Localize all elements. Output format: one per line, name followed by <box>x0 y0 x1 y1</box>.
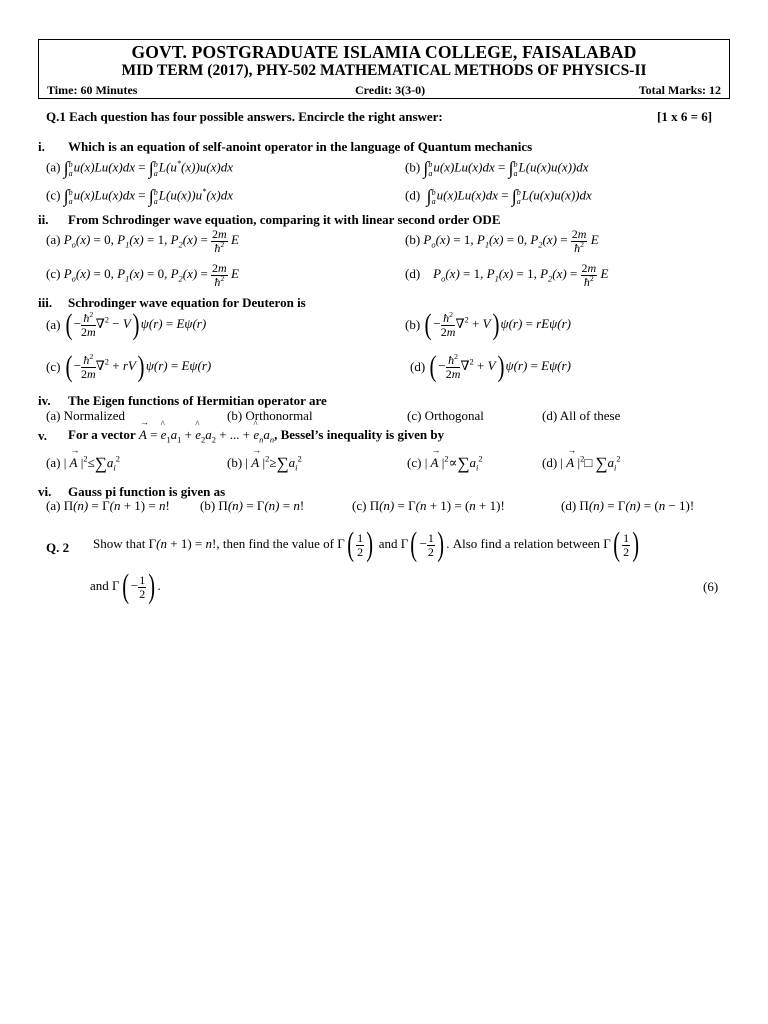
option-v-b: (b) | → A $|^2\ge\sum a_i^2$ <box>227 454 302 474</box>
option-v-c: (c) | → A $|^2\propto\sum a_i^2$ <box>407 454 483 474</box>
option-ii-a: (a) $P_o(x) = 0$, $P_1(x) = 1$, $P_2(x)$ = $\frac{2m}{ħ^2}$ E <box>46 227 239 255</box>
option-vi-c: (c) Π(n) = Γ(n + 1) = (n + 1)! <box>352 498 505 513</box>
option-i-d: (d) ∫ b a u(x)Lu(x)dx = ∫ b a L(u(x)u(x))dx <box>405 186 592 206</box>
option-iv-a: (a) Normalized <box>46 408 126 423</box>
option-ii-c: (c) $P_o(x) = 0$, $P_1(x) = 0$, $P_2(x)$ = $\frac{2m}{ħ^2}$ E <box>46 261 239 289</box>
exam-credit: Credit: 3(3-0) <box>355 83 426 97</box>
exam-title: MID TERM (2017), PHY-502 MATHEMATICAL METHODS OF PHYSICS-II <box>121 62 647 79</box>
exam-header <box>38 39 730 99</box>
option-vi-d: (d) Π(n) = Γ(n) = (n − 1)! <box>561 498 695 513</box>
q2-text: Show that Γ(n + 1) = n!, then find the value of Γ( $\frac{1}{2}$ ) and Γ( − $\frac{1}{2}$ ) . Also find a relation between Γ( $\frac{1}{2}$ ) <box>93 526 640 563</box>
option-ii-b: (b) $P_o(x) = 1$, $P_1(x) = 0$, $P_2(x)$ = $\frac{2m}{ħ^2}$ E <box>405 227 599 255</box>
option-vi-a: (a) Π(n) = Γ(n + 1) = n! <box>46 498 170 513</box>
q2-text-continued: and Γ( − $\frac{1}{2}$ ) . <box>90 568 161 605</box>
question-text: Gauss pi function is given as <box>68 484 226 499</box>
option-iii-a: (a) ( − $\frac{ħ^2}{2m}$ ∇$^2$ − V) ψ(r) = Eψ(r) <box>46 308 207 341</box>
question-number: iv. <box>38 393 51 408</box>
question-text: For a vector → A = ^ $e_1a_1$ + ^ $e_2a_2$ + ... + ^ $e_na_n$, Bessel’s inequality is given by <box>68 427 444 443</box>
question-number: iii. <box>38 295 53 310</box>
option-i-b: (b) ∫ b a u(x)Lu(x)dx = ∫ b a L(u(x)u(x))dx <box>405 158 589 178</box>
option-iv-d: (d) All of these <box>542 408 621 423</box>
q2-marks: (6) <box>703 579 719 594</box>
option-i-c: (c) ∫ b a u(x)Lu(x)dx = ∫ b a L(u(x))u*(x)dx <box>46 186 234 206</box>
option-iii-b: (b) ( − $\frac{ħ^2}{2m}$ ∇$^2$ + V) ψ(r) = rEψ(r) <box>405 308 571 341</box>
option-v-a: (a) | → A $|^2\le\sum a_i^2$ <box>46 454 120 474</box>
q2-label: Q. 2 <box>46 540 70 555</box>
question-text: The Eigen functions of Hermitian operator are <box>68 393 327 408</box>
question-text: From Schrodinger wave equation, comparing it with linear second order ODE <box>68 212 501 227</box>
option-v-d: (d) | → A $|^2□$ $\sum a_i^2$ <box>542 454 621 474</box>
college-name: GOVT. POSTGRADUATE ISLAMIA COLLEGE, FAISALABAD <box>131 42 637 62</box>
option-iii-d: (d) ( − $\frac{ħ^2}{2m}$ ∇$^2$ + V) ψ(r) = Eψ(r) <box>410 350 571 383</box>
exam-time: Time: 60 Minutes <box>47 83 138 97</box>
exam-total-marks: Total Marks: 12 <box>638 83 721 97</box>
option-ii-d: (d) $P_o(x) = 1$, $P_1(x) = 1$, $P_2(x)$ = $\frac{2m}{ħ^2}$ E <box>405 261 609 289</box>
option-iv-c: (c) Orthogonal <box>407 408 484 423</box>
option-i-a: (a) ∫ b a u(x)Lu(x)dx = ∫ b a L(u*(x))u(x)dx <box>46 158 234 178</box>
question-text: Which is an equation of self-anoint operator in the language of Quantum mechanics <box>68 139 533 154</box>
question-number: i. <box>38 139 45 154</box>
q1-instruction: Q.1 Each question has four possible answers. Encircle the right answer: <box>46 109 443 124</box>
question-number: vi. <box>38 484 52 499</box>
option-iv-b: (b) Orthonormal <box>227 408 313 423</box>
option-iii-c: (c) ( − $\frac{ħ^2}{2m}$ ∇$^2$ + rV) ψ(r) = Eψ(r) <box>46 350 212 383</box>
question-number: ii. <box>38 212 49 227</box>
question-text: Schrodinger wave equation for Deuteron is <box>68 295 306 310</box>
question-number: v. <box>38 428 48 443</box>
option-vi-b: (b) Π(n) = Γ(n) = n! <box>200 498 305 513</box>
q1-marks: [1 x 6 = 6] <box>657 109 713 124</box>
